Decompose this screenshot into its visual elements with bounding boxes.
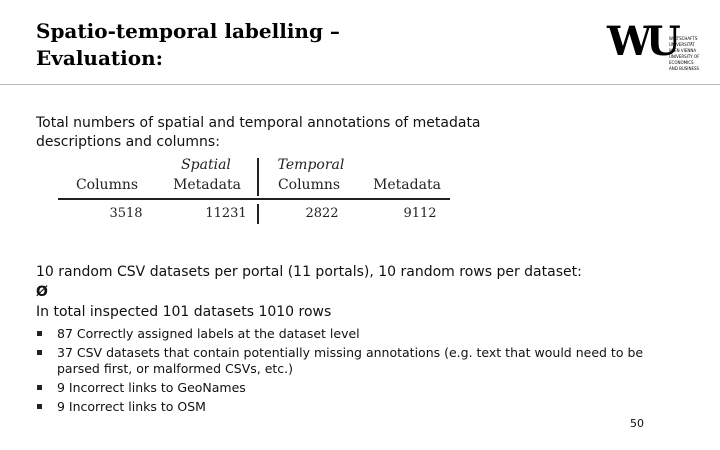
list-item-text: 9 Incorrect links to GeoNames [57,380,246,395]
list-item-text: 9 Incorrect links to OSM [57,399,206,414]
wu-logo [607,18,707,80]
cell-spatial-columns: 3518 [109,206,143,221]
wu-logo-text [669,36,711,72]
intro-line-2: descriptions and columns: [36,134,220,150]
sampling-line-2-text: In total inspected 101 datasets 1010 rows [36,304,332,320]
sampling-description [36,262,676,322]
column-header-temporal-columns: Columns [277,177,341,193]
group-header-spatial: Spatial [181,157,231,173]
cell-temporal-columns: 2822 [305,206,339,221]
wu-logo-line: AND BUSINESS [669,66,700,71]
list-item-text: 37 CSV datasets that contain potentially missing annotations (e.g. text that would need to be parsed first, or malformed CSVs, etc.) [57,345,644,376]
column-header-temporal-metadata: Metadata [373,177,441,193]
list-item [36,326,656,342]
arrow-bullet-icon: Ø [36,284,48,300]
column-header-spatial-columns: Columns [75,177,139,193]
annotation-counts-table [58,156,450,226]
wu-logo-mark: WU [607,18,675,65]
intro-line-1: Total numbers of spatial and temporal annotations of metadata [36,115,481,131]
results-bullet-list [36,326,656,418]
list-item [36,380,656,396]
wu-logo-line: WIEN VIENNA [669,48,697,53]
title-divider [0,84,720,85]
square-bullet-icon [37,350,42,355]
wu-logo-line: ECONOMICS [669,60,694,65]
cell-temporal-metadata: 9112 [403,206,437,221]
sampling-line-1: 10 random CSV datasets per portal (11 portals), 10 random rows per dataset: [36,264,582,280]
column-header-spatial-metadata: Metadata [173,177,241,193]
cell-spatial-metadata: 11231 [205,206,247,221]
group-header-temporal: Temporal [277,157,345,173]
list-item-text: 87 Correctly assigned labels at the dataset level [57,326,360,341]
square-bullet-icon [37,331,42,336]
list-item [36,345,656,377]
slide-title-line-2: Evaluation: [36,46,164,70]
slide-title-line-1: Spatio-temporal labelling – [36,19,340,43]
wu-logo-line: WIRTSCHAFTS [669,36,698,41]
square-bullet-icon [37,404,42,409]
table-vertical-rule [257,158,259,196]
list-item [36,399,656,415]
wu-logo-line: UNIVERSITY OF [669,54,700,59]
table-header-rule [58,198,450,200]
square-bullet-icon [37,385,42,390]
sampling-line-2 [36,282,676,322]
slide-title [36,18,496,72]
wu-logo-line: UNIVERSITÄT [669,42,695,47]
intro-text [36,114,656,152]
page-number: 50 [630,417,644,430]
